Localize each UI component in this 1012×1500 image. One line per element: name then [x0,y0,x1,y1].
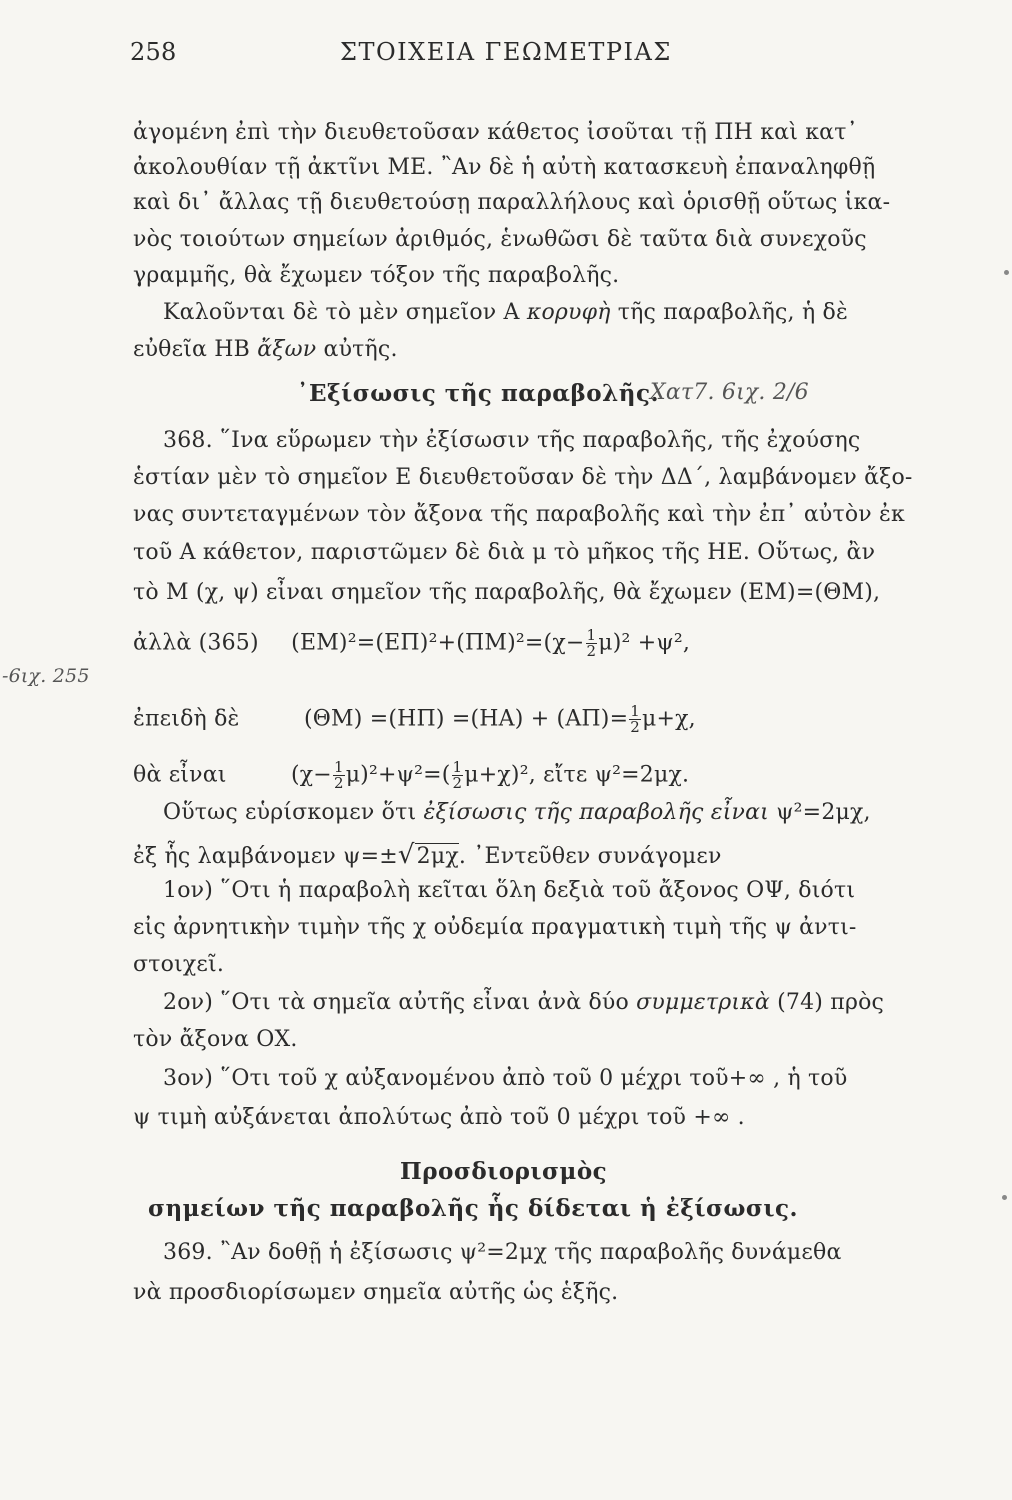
fraction: $\frac{1}{2}$ [452,758,463,792]
text-line: 368. ῞Ινα εὕρωμεν τὴν ἐξίσωσιν τῆς παραβολῆς, τῆς ἐχούσης [163,428,861,453]
equation: (ΘΜ) =(ΗΠ) =(ΗΑ) + (ΑΠ)= [303,706,629,732]
text-line: ψ τιμὴ αὐξάνεται ἀπολύτως ἀπὸ τοῦ 0 μέχρι τοῦ +∞ . [133,1105,745,1130]
equation-line: ἀλλὰ (365) (ΕΜ)²=(ΕΠ)²+(ΠΜ)²=(χ− $\frac{1}{2}$ μ)² +ψ², [133,626,691,660]
text-line: ἀκολουθίαν τῇ ἀκτῖνι ΜΕ. ῍Αν δὲ ἡ αὐτὴ κατασκευὴ ἐπαναληφθῇ [133,155,876,180]
section-heading: ᾽Εξίσωσις τῆς παραβολῆς. [297,380,659,407]
text-line: εἰς ἀρνητικὴν τιμὴν τῆς χ οὐδεμία πραγματικὴ τιμὴ τῆς ψ ἀντι- [133,915,857,940]
text-line: νὰ προσδιορίσωμεν σημεῖα αὐτῆς ὡς ἑξῆς. [133,1280,619,1305]
running-title: ΣΤΟΙΧΕΙΑ ΓΕΩΜΕΤΡΙΑΣ [340,38,672,66]
emphasis: συμμετρικὰ [636,990,770,1015]
equation-line: θὰ εἶναι (χ− $\frac{1}{2}$ μ)²+ψ²=( $\frac{1}{2}$ μ+χ)², εἴτε ψ²=2μχ. [133,758,690,792]
equation-label: ἐπειδὴ δὲ [133,706,240,732]
equation-label: ἀλλὰ (365) [133,630,259,656]
text-line: 3ον) ῞Οτι τοῦ χ αὐξανομένου ἀπὸ τοῦ 0 μέχρι τοῦ+∞ , ἡ τοῦ [163,1066,848,1091]
text-line: στοιχεῖ. [133,952,225,977]
text-line: 1ον) ῞Οτι ἡ παραβολὴ κεῖται ὅλη δεξιὰ τοῦ ἄξονος ΟΨ, διότι [163,878,856,903]
text-line: ἑστίαν μὲν τὸ σημεῖον Ε διευθετοῦσαν δὲ τὴν ΔΔ΄, λαμβάνομεν ἄξο- [133,465,913,490]
text-line: τοῦ Α κάθετον, παριστῶμεν δὲ διὰ μ τὸ μῆκος τῆς ΗΕ. Οὕτως, ἂν [133,540,876,565]
handwritten-note: Χατ7. 6ιχ. 2/6 [650,380,809,405]
text-line: 369. ῍Αν δοθῇ ἡ ἐξίσωσις ψ²=2μχ τῆς παραβολῆς δυνάμεθα [163,1240,842,1265]
text-line: εὐθεῖα ΗΒ ἄξων αὐτῆς. [133,337,398,362]
text-line: ἐξ ἧς λαμβάνομεν ψ=±√2μχ. ᾽Εντεῦθεν συνάγομεν [133,840,722,870]
fraction: $\frac{1}{2}$ [333,758,344,792]
equation-label: θὰ εἶναι [133,762,227,788]
scan-speck [1002,1195,1007,1200]
equation: (χ− [290,762,332,788]
emphasis: ἐξίσωσις τῆς παραβολῆς εἶναι [423,800,770,825]
section-heading: σημείων τῆς παραβολῆς ἧς δίδεται ἡ ἐξίσωσις. [148,1195,798,1222]
fraction: $\frac{1}{2}$ [630,702,640,736]
scan-speck [1004,270,1009,275]
handwritten-margin-note: -6ιχ. 255 [2,665,90,687]
section-heading: Προσδιορισμὸς [400,1158,608,1185]
text-line: τὸ Μ (χ, ψ) εἶναι σημεῖον τῆς παραβολῆς, θὰ ἔχωμεν (ΕΜ)=(ΘΜ), [133,580,881,605]
text-line: Οὕτως εὑρίσκομεν ὅτι ἐξίσωσις τῆς παραβολῆς εἶναι ψ²=2μχ, [163,800,871,825]
term-axis: ἄξων [257,337,317,362]
equation: (ΕΜ)²=(ΕΠ)²+(ΠΜ)²=(χ− [291,630,585,656]
text-line: 2ον) ῞Οτι τὰ σημεῖα αὐτῆς εἶναι ἀνὰ δύο συμμετρικὰ (74) πρὸς [163,990,885,1015]
sqrt-radicand: 2μχ [416,844,459,869]
text-line: γραμμῆς, θὰ ἔχωμεν τόξον τῆς παραβολῆς. [133,263,620,288]
page-number: 258 [130,38,177,66]
text-line: νας συντεταγμένων τὸν ἄξονα τῆς παραβολῆς καὶ τὴν ἐπ᾽ αὐτὸν ἐκ [133,502,906,527]
text-line: νὸς τοιούτων σημείων ἀριθμός, ἑνωθῶσι δὲ ταῦτα διὰ συνεχοῦς [133,227,867,252]
equation-line: ἐπειδὴ δὲ (ΘΜ) =(ΗΠ) =(ΗΑ) + (ΑΠ)= $\frac{1}{2}$ μ+χ, [133,702,696,736]
term-vertex: κορυφὴ [526,300,611,325]
text-line: τὸν ἄξονα ΟΧ. [133,1027,298,1052]
text-line: ἀγομένη ἐπὶ τὴν διευθετοῦσαν κάθετος ἰσοῦται τῇ ΠΗ καὶ κατ᾽ [133,120,858,145]
text-line: καὶ δι᾽ ἄλλας τῇ διευθετούσῃ παραλλήλους καὶ ὁρισθῇ οὕτως ἱκα- [133,190,891,215]
text-line: Καλοῦνται δὲ τὸ μὲν σημεῖον Α κορυφὴ τῆς παραβολῆς, ἡ δὲ [163,300,848,325]
fraction: $\frac{1}{2}$ [586,626,597,660]
